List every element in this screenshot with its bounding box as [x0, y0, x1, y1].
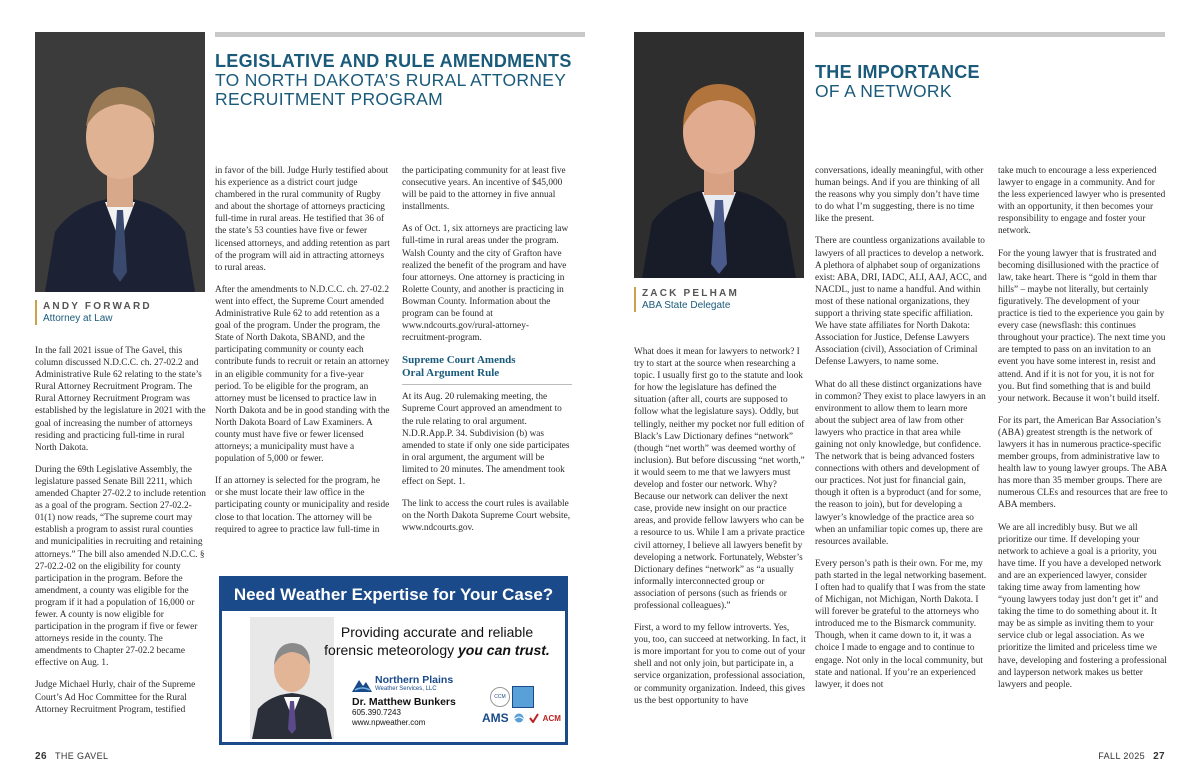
- company-sub: Weather Services, LLC: [375, 686, 437, 692]
- mountain-logo-icon: [352, 676, 372, 692]
- subhead-oral-argument: [402, 354, 572, 380]
- article-title-line2: TO NORTH DAKOTA’S RURAL ATTORNEY: [215, 70, 567, 90]
- author-name: ZACK PELHAM: [642, 288, 739, 299]
- paragraph: Every person’s path is their own. For me, my path started in the legal networking basement. I often had to qualify that I was from the state of Michigan, not Michigan, North Dakota. I will forever be grateful to the attorneys who introduced me to the Bismarck community. Though, when it came down to it, it was a choice I made to engage and to continue to engage. Not only in the local community, but state and national. If you’re an experienced lawyer, it does not: [815, 558, 987, 690]
- article-title-line1: LEGISLATIVE AND RULE AMENDMENTS: [215, 51, 572, 71]
- paragraph: If an attorney is selected for the program, he or she must locate their law office in the participating county or municipality and reside close to that location. The attorney will be required to agree to practice law full-time in: [215, 476, 390, 535]
- article-title-line3: RECRUITMENT PROGRAM: [215, 89, 444, 109]
- paragraph: conversations, ideally meaningful, with other human beings. And if you are thinking of all the reasons why you simply don’t have time to do what I’m suggesting, there is no time like the present.: [815, 166, 984, 225]
- author-name: ANDY FORWARD: [43, 301, 152, 312]
- author-photo-zack-pelham: [634, 32, 804, 278]
- paragraph: For the young lawyer that is frustrated and becoming disillusioned with the practice of law, take heart. There is “gold in them thar hills” – maybe not literally, but certainly figuratively. The development of your practice is tied to the experience you gain by every case (newsflash: this continues throughout your practice). The next time you are tempted to pass on an invitation to an event you have some interest in, resist and attend. And if it is not for you, it is not for you. But find something that is and build your network. Because it won’t build itself.: [998, 248, 1166, 404]
- company-logo: [352, 673, 462, 695]
- acm-check-icon: [529, 713, 539, 723]
- right-column-1: [634, 346, 806, 707]
- company-name: Northern Plains: [375, 674, 454, 686]
- right-column-3: [998, 165, 1168, 691]
- paragraph: First, a word to my fellow introverts. Yes, you, too, can succeed at networking. In fact, it is more important for you to come out of your shell and not only join, but participate in, a service organization, professional association, or community organization. Indeed, this gives us the best opportunity to have: [634, 623, 806, 706]
- title-rule-left: [215, 32, 585, 37]
- paragraph: the participating community for at least five consecutive years. An incentive of $45,000 will be paid to the attorney in five annual installments.: [402, 166, 566, 213]
- publication-name: THE GAVEL: [54, 751, 109, 761]
- paragraph: What do all these distinct organizations have in common? They exist to place lawyers in an environment to allow them to learn more about the subject area of law from other lawyers who practice in that area while gaining not only knowledge, but confidence. The network that is being advanced fosters connections with others and development of our practices. Not just for financial gain, though it often is a byproduct (and for some, the reason to join), but for developing a lawyer’s knowledge of the practice area so when an unfamiliar topic comes up, there are resources available.: [815, 379, 986, 547]
- page-number: 26: [35, 751, 47, 762]
- ccm-seal-icon: CCM: [490, 687, 510, 707]
- contact-name: Dr. Matthew Bunkers: [352, 696, 456, 708]
- paragraph: During the 69th Legislative Assembly, the legislature passed Senate Bill 2211, which amended Chapter 27-02.2 to include retention as a goal of the program. Section 27-02.2-01(1) now reads, “The supreme court may establish a program to assist rural counties and municipalities in recruiting and retaining attorneys.” The bill also amended N.D.C.C. § 27-02.2-02 on the eligibility for county participation in the program. Before the amendment, a county was eligible for the program if it had a population of 16,000 or fewer. A county is now eligible for participation in the program if five or fewer attorneys reside in the county. The amendments to Chapter 27-02.2 became effective on Aug. 1.: [35, 464, 206, 669]
- byline-zack-pelham: [634, 287, 802, 312]
- ad-contact: [352, 696, 482, 728]
- article-title-line2: OF A NETWORK: [815, 81, 952, 101]
- left-column-1: [35, 345, 207, 716]
- paragraph: The link to access the court rules is available on the North Dakota Supreme Court website, www.ndcourts.gov.: [402, 499, 571, 534]
- contact-website[interactable]: www.npweather.com: [352, 718, 426, 727]
- paragraph: What does it mean for lawyers to network? I try to start at the source when researching a topic. I usually first go to the statute and look for how the legislature has defined the situation (after all, courts are supposed to follow what the legislature says). Oddly, but tellingly, neither my pocket nor full edition of Black’s Law Dictionary defines “network” (though “net worth” was deemed worthy of inclusion). But before discussing “net worth,” it would seem to me that we lawyers must develop and foster our network. Why? Because our network can deliver the next case, provide new insight on our practice areas, and provide fellow lawyers who can be a resource to us. While I am a private practice civil attorney, I believe all lawyers benefit by developing a network. Fortunately, Webster’s Dictionary defines “network” as “a usually informally interconnected group or association of persons (such as friends or professional colleagues).”: [634, 347, 805, 611]
- author-title: Attorney at Law: [43, 313, 113, 324]
- paragraph: in favor of the bill. Judge Hurly testified about his experience as a district court judge chambered in the rural community of Rugby and about the shortage of attorneys practicing full-time in rural areas. He testified that 36 of the state’s 53 counties have five or fewer licensed attorneys, and adding retention as part of the program will aid in attracting attorneys to rural areas.: [215, 166, 390, 273]
- left-column-3: [402, 165, 572, 534]
- paragraph: take much to encourage a less experienced lawyer to engage in a community. And for the less experienced lawyer who is presented with an opportunity, it then becomes your responsibility to engage and foster your network.: [998, 166, 1166, 237]
- right-column-2: [815, 165, 987, 691]
- article-title-left: [215, 52, 595, 109]
- ad-tagline-plain: forensic meteorology: [324, 642, 455, 658]
- author-photo-andy-forward: [35, 32, 205, 292]
- ad-tagline-line2: [318, 641, 556, 659]
- paragraph: For its part, the American Bar Association’s (ABA) greatest strength is the network of lawyers it has in numerous practice-specific member groups, from administrative law to health law to young lawyer groups. The ABA has more than 35 member groups. There are numerous CLEs and resources that are free to ABA members.: [998, 415, 1168, 511]
- ams-seal-icon: [512, 686, 534, 708]
- paragraph: We are all incredibly busy. But we all prioritize our time. If developing your network to achieve a goal is a priority, you have time. If you have a developed network and are an experienced lawyer, consider taking time away from lamenting how “young lawyers today just don’t get it” and taking the time to do something about it. It may be as simple as inviting them to your service club or legal association. As we prioritize the limited and priceless time we have, developing and fostering a professional and layperson network makes us better lawyers and people.: [998, 522, 1167, 690]
- contact-phone: 605.390.7243: [352, 708, 401, 717]
- author-title: ABA State Delegate: [642, 300, 731, 311]
- page-number: 27: [1153, 751, 1165, 762]
- subhead-rule: [402, 384, 572, 385]
- footer-right: [1098, 751, 1165, 762]
- footer-left: [35, 751, 108, 762]
- article-title-line1: THE IMPORTANCE: [815, 62, 980, 82]
- ad-tagline-line1: Providing accurate and reliable: [340, 624, 534, 640]
- byline-andy-forward: [35, 300, 203, 325]
- paragraph: There are countless organizations available to lawyers of all practices to develop a network. A plethora of alphabet soup of organizations exist: ABA, DRI, IADC, ALI, AAJ, ACC, and NACDL, just to name a handful. And within most of these national organizations, they support a thriving state specific affiliation. We have state affiliates for North Dakota: Association for Justice, Defense Lawyers Association (civil), Association of Criminal Defense Lawyers, to name some.: [815, 236, 987, 368]
- subhead-line1: Supreme Court Amends: [402, 354, 516, 367]
- wave-icon: [513, 713, 525, 723]
- paragraph: In the fall 2021 issue of The Gavel, this column discussed N.D.C.C. ch. 27-02.2 and Administrative Rule 62 relating to the state’s Rural Attorney Recruitment Program. The Rural Attorney Recruitment Program was established by the legislature in 2021 with the goal of increasing the number of attorneys residing and practicing full-time in rural North Dakota.: [35, 346, 206, 453]
- paragraph: After the amendments to N.D.C.C. ch. 27-02.2 went into effect, the Supreme Court amended Administrative Rule 62 to add retention as a goal of the program. Under the program, the State of North Dakota, SBAND, and the participating community or county each contribute funds to recruit or retain an attorney in an eligible community for a five-year period. To be eligible for the program, an attorney must be licensed to practice law in North Dakota and be in good standing with the North Dakota Board of Law Examiners. A county must have five or fewer licensed attorneys; a municipality must have a population of 5,000 or fewer.: [215, 284, 390, 465]
- weather-ad: [219, 576, 568, 745]
- ad-tagline-emph: you can trust.: [458, 642, 550, 658]
- ad-headline: Need Weather Expertise for Your Case?: [222, 579, 565, 611]
- paragraph: As of Oct. 1, six attorneys are practicing law full-time in rural areas under the program. Walsh County and the city of Grafton have realized the benefit of the program and have four attorneys. One attorney is practicing in Rolette County, and another is practicing in Bowman County. Information about the program can be found at www.ndcourts.gov/rural-attorney-recruitment-program.: [402, 224, 569, 344]
- acm-logo: ACM: [542, 713, 561, 723]
- accreditation-logos: [482, 711, 562, 725]
- left-column-2: [215, 165, 390, 536]
- article-title-right: [815, 63, 1165, 101]
- issue-label: FALL 2025: [1098, 751, 1146, 761]
- ad-tagline: [318, 623, 556, 659]
- ams-logo: AMS: [482, 711, 509, 725]
- subhead-line2: Oral Argument Rule: [402, 367, 500, 380]
- title-rule-right: [815, 32, 1165, 37]
- paragraph: At its Aug. 20 rulemaking meeting, the Supreme Court approved an amendment to the rule relating to oral argument. N.D.R.App.P. 34. Subdivision (b) was amended to state if only one side participates in oral argument, the argument will be limited to 20 minutes. The amendment took effect on Sept. 1.: [402, 392, 570, 487]
- paragraph: Judge Michael Hurly, chair of the Supreme Court’s Ad Hoc Committee for the Rural Attorney Recruitment Program, testified: [35, 680, 196, 715]
